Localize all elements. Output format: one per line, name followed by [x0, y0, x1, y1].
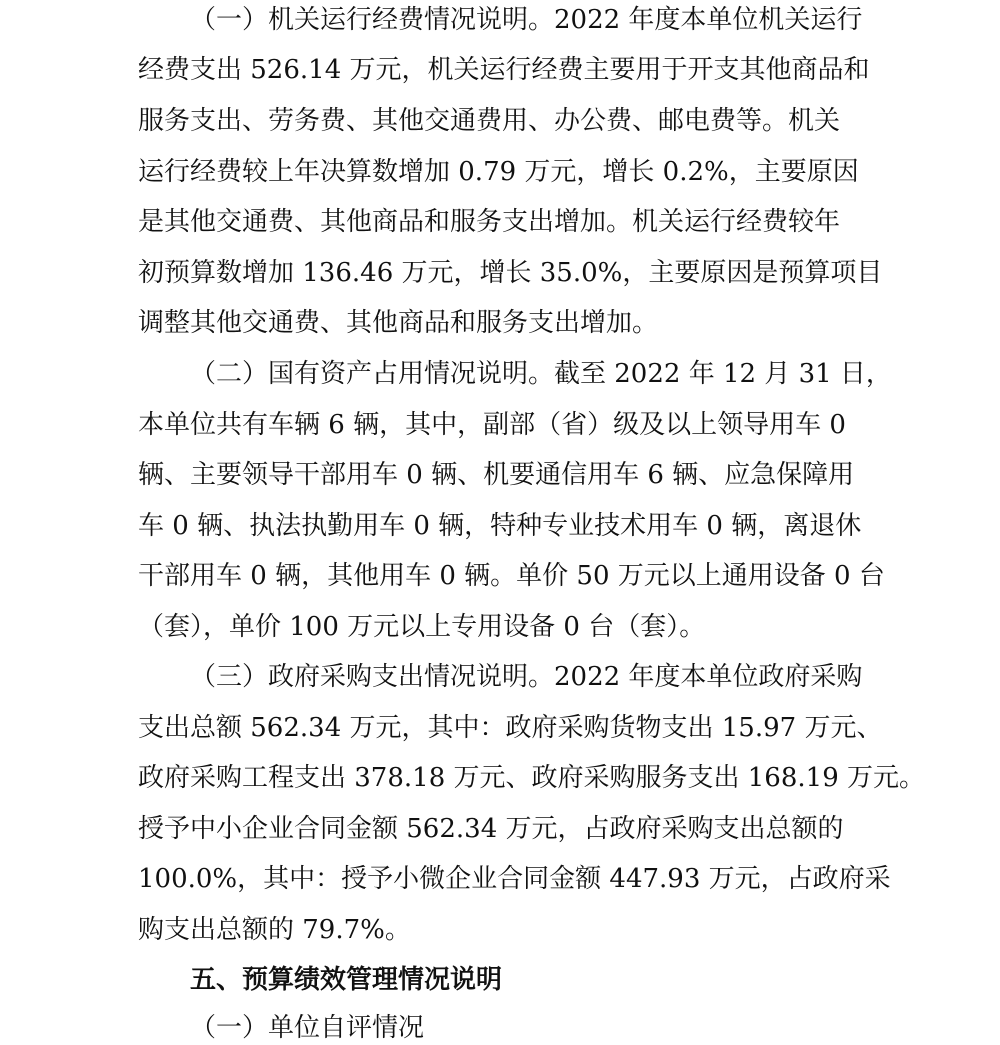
- section-two-line-2: 本单位共有车辆 6 辆，其中，副部（省）级及以上领导用车 0: [138, 410, 846, 440]
- section-two-line-1: （二）国有资产占用情况说明。截至 2022 年 12 月 31 日，: [190, 359, 892, 389]
- section-one-line-5: 是其他交通费、其他商品和服务支出增加。机关运行经费较年: [138, 207, 841, 237]
- section-three-line-3: 政府采购工程支出 378.18 万元、政府采购服务支出 168.19 万元。: [138, 763, 926, 793]
- section-two-line-3: 辆、主要领导干部用车 0 辆、机要通信用车 6 辆、应急保障用: [138, 460, 855, 490]
- section-two-line-4: 车 0 辆、执法执勤用车 0 辆，特种专业技术用车 0 辆，离退休: [138, 511, 862, 541]
- section-two-line-6: （套），单价 100 万元以上专用设备 0 台（套）。: [138, 612, 706, 642]
- subsection-one-heading: （一）单位自评情况: [190, 1013, 425, 1043]
- section-three-line-1: （三）政府采购支出情况说明。2022 年度本单位政府采购: [190, 662, 863, 692]
- section-three-line-6: 购支出总额的 79.7%。: [138, 915, 411, 945]
- section-one-line-3: 服务支出、劳务费、其他交通费用、办公费、邮电费等。机关: [138, 106, 841, 136]
- section-one-line-4: 运行经费较上年决算数增加 0.79 万元，增长 0.2%，主要原因: [138, 157, 859, 187]
- section-five-heading: 五、预算绩效管理情况说明: [190, 965, 503, 995]
- section-three-line-5: 100.0%，其中：授予小微企业合同金额 447.93 万元，占政府采: [138, 864, 891, 894]
- section-one-line-1: （一）机关运行经费情况说明。2022 年度本单位机关运行: [190, 5, 863, 35]
- section-one-line-7: 调整其他交通费、其他商品和服务支出增加。: [138, 308, 659, 338]
- section-two-line-5: 干部用车 0 辆，其他用车 0 辆。单价 50 万元以上通用设备 0 台: [138, 561, 885, 591]
- section-three-line-4: 授予中小企业合同金额 562.34 万元，占政府采购支出总额的: [138, 814, 844, 844]
- section-one-line-2: 经费支出 526.14 万元，机关运行经费主要用于开支其他商品和: [138, 55, 870, 85]
- section-one-line-6: 初预算数增加 136.46 万元，增长 35.0%，主要原因是预算项目: [138, 258, 883, 288]
- section-three-line-2: 支出总额 562.34 万元，其中：政府采购货物支出 15.97 万元、: [138, 713, 883, 743]
